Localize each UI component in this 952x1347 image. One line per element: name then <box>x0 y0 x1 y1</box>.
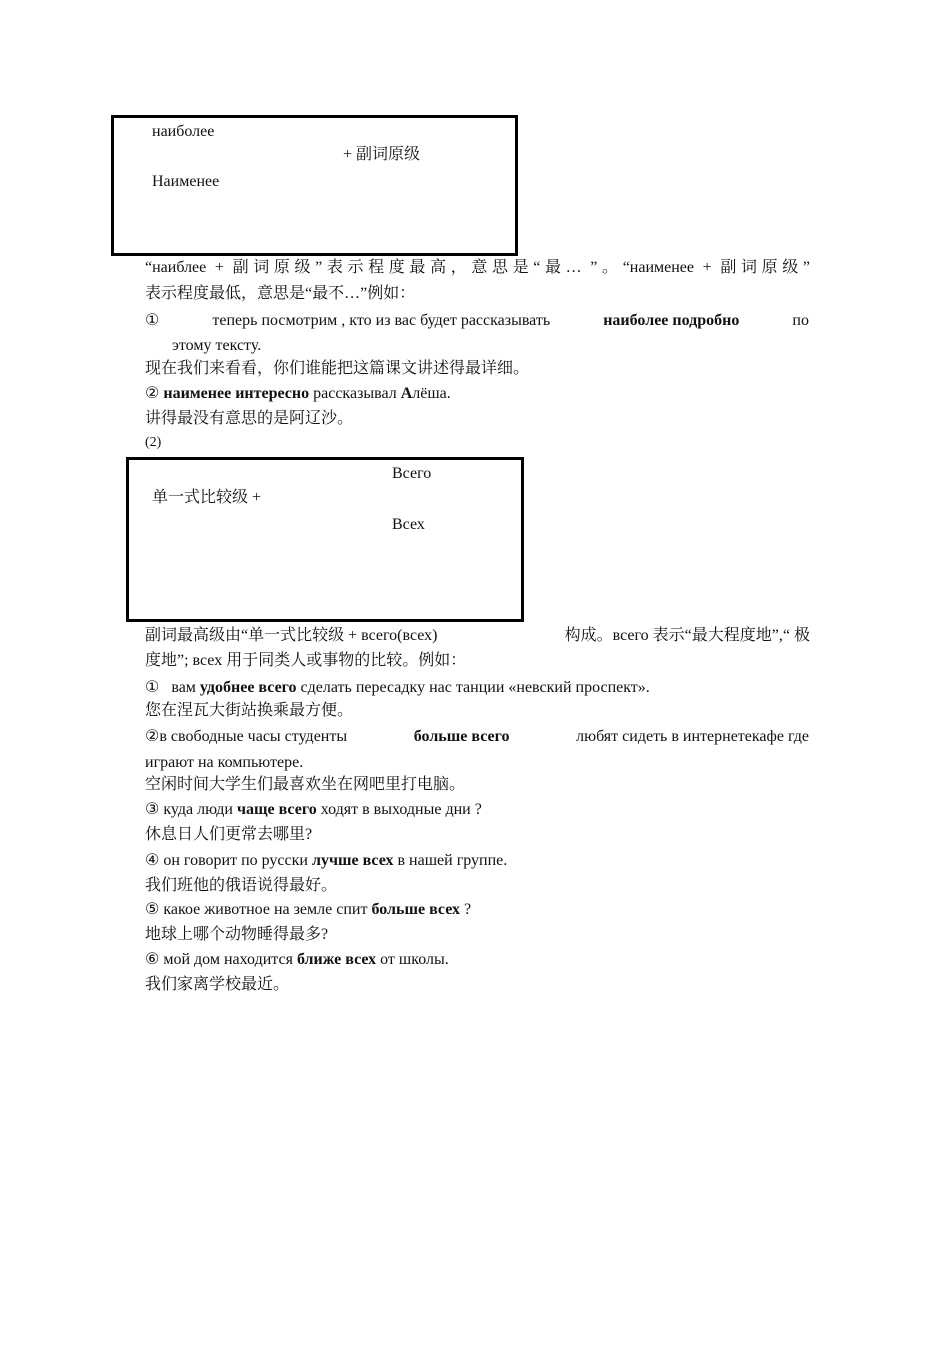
box1-formula: + 副词原级 <box>343 146 421 163</box>
example-bold: удобнее всего <box>199 679 297 696</box>
section1-explain-line2: 表示程度最低，意思是“最不…”例如： <box>145 285 416 302</box>
example-text-end: лёша. <box>412 385 451 402</box>
explain-part-a: 副词最高级由“单一式比较级 + всего(всех) <box>145 627 438 644</box>
example-number: ② <box>145 728 160 745</box>
example-number: ④ <box>145 852 160 869</box>
section2-example3-cn: 休息日人们更常去哪里? <box>145 826 313 843</box>
example-bold: ближе всех <box>296 951 377 968</box>
example-bold: наиболее подробно <box>603 312 740 329</box>
example-text: рассказывал <box>313 385 397 402</box>
section2-example4 <box>145 851 507 871</box>
example-bold-letter: А <box>400 385 413 402</box>
box1-top-word: наиболее <box>152 123 215 140</box>
example-text: мой дом находится <box>163 951 293 968</box>
example-bold: лучше всех <box>311 852 394 869</box>
section2-example6-cn: 我们家离学校最近。 <box>145 976 290 993</box>
box2-bottom-word: Всех <box>392 516 425 533</box>
example-text-end: ходят в выходные дни ? <box>320 801 482 818</box>
section2-example5 <box>145 900 471 920</box>
example-text-end: сделать пересадку нас танции «невский проспект». <box>300 679 650 696</box>
example-bold: наименее интересно <box>163 385 310 402</box>
box2-top-word: Всего <box>392 465 432 482</box>
example-number: ⑤ <box>145 901 160 918</box>
section2-example2-cont: играют на компьютере. <box>145 754 304 771</box>
example-text-end: от школы. <box>380 951 449 968</box>
example-text: теперь посмотрим , кто из вас будет рассказывать <box>212 312 551 329</box>
formula-box-comparative <box>126 457 524 622</box>
section1-example2-cn: 讲得最没有意思的是阿辽沙。 <box>145 410 354 427</box>
section1-example2 <box>145 384 451 404</box>
section2-example2 <box>145 727 809 747</box>
example-number: ① <box>145 312 160 329</box>
section1-example1 <box>145 311 809 331</box>
example-number: ⑥ <box>145 951 160 968</box>
example-text-end: ? <box>464 901 472 918</box>
example-number: ② <box>145 385 160 402</box>
section2-example5-cn: 地球上哪个动物睡得最多? <box>145 926 329 943</box>
section2-example2-cn: 空闲时间大学生们最喜欢坐在网吧里打电脑。 <box>145 776 466 793</box>
example-text-end: в нашей группе. <box>397 852 508 869</box>
section1-example1-cont: этому тексту. <box>172 337 262 354</box>
example-text: какое животное на земле спит <box>163 901 368 918</box>
example-text-end: по <box>792 312 809 329</box>
section2-example6 <box>145 950 449 970</box>
example-text: он говорит по русски <box>163 852 308 869</box>
section2-example1-cn: 您在涅瓦大街站换乘最方便。 <box>145 702 354 719</box>
section1-explain-line1: “наиблее + 副词原级”表示程度最高，意思是“最… ”。“наименее + 副词原级” <box>145 259 810 276</box>
section2-explain-line2: 度地”; всех 用于同类人或事物的比较。例如： <box>145 652 467 669</box>
example-number: ① <box>145 679 160 696</box>
section1-example1-cn: 现在我们来看看，你们谁能把这篇课文讲述得最详细。 <box>145 360 530 377</box>
section2-explain-line1 <box>145 626 810 646</box>
example-text-end: любят сидеть в интернетекафе где <box>576 728 809 745</box>
example-bold: чаще всего <box>236 801 317 818</box>
example-text: в свободные часы студенты <box>159 728 348 745</box>
box2-formula: 单一式比较级 + <box>152 489 262 506</box>
example-bold: больше всего <box>413 728 510 745</box>
example-text: вам <box>171 679 196 696</box>
example-number: ③ <box>145 801 160 818</box>
section2-example3 <box>145 800 482 820</box>
box1-bottom-word: Наименее <box>152 173 220 190</box>
example-text: куда люди <box>163 801 233 818</box>
example-bold: больше всех <box>371 901 460 918</box>
explain-part-b: 构成。всего 表示“最大程度地”,“ 极 <box>564 627 810 644</box>
section-label-2: (2) <box>145 435 162 450</box>
section2-example1 <box>145 678 650 698</box>
section2-example4-cn: 我们班他的俄语说得最好。 <box>145 877 338 894</box>
